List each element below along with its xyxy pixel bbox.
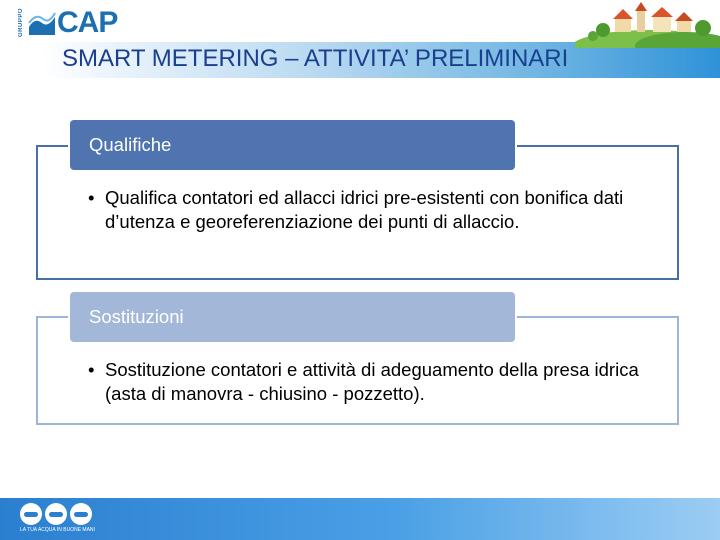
footer-tap-icon xyxy=(70,503,92,525)
footer-pipe-icon xyxy=(45,503,67,525)
footer-drop-icon xyxy=(20,503,42,525)
footer-band xyxy=(0,498,720,540)
logo-text: CAP xyxy=(57,6,118,39)
section-text-qualifiche: Qualifica contatori ed allacci idrici pre-esistenti con bonifica dati d’utenza e georeferenziazione dei punti di allaccio. xyxy=(105,187,624,232)
slide-header xyxy=(0,0,720,78)
group-label: GRUPPO xyxy=(18,8,24,38)
footer-icon-row xyxy=(20,503,100,525)
footer-logo-icon xyxy=(20,503,100,537)
village-illustration-icon xyxy=(575,0,720,48)
slide-title: SMART METERING – ATTIVITA’ PRELIMINARI xyxy=(62,45,569,72)
section-text-sostituzioni: Sostituzione contatori e attività di adeguamento della presa idrica (asta di manovra - chiusino - pozzetto). xyxy=(105,359,639,404)
section-heading-sostituzioni: Sostituzioni xyxy=(70,292,515,342)
wave-mark-icon xyxy=(27,9,57,37)
cap-logo-icon xyxy=(18,6,117,40)
section-heading-qualifiche: Qualifiche xyxy=(70,120,515,170)
bullet-icon: • xyxy=(88,359,95,380)
section-body-sostituzioni xyxy=(88,358,658,406)
section-body-qualifiche xyxy=(88,186,648,234)
footer-tagline: LA TUA ACQUA IN BUONE MANI xyxy=(20,527,95,533)
bullet-icon: • xyxy=(88,187,95,208)
